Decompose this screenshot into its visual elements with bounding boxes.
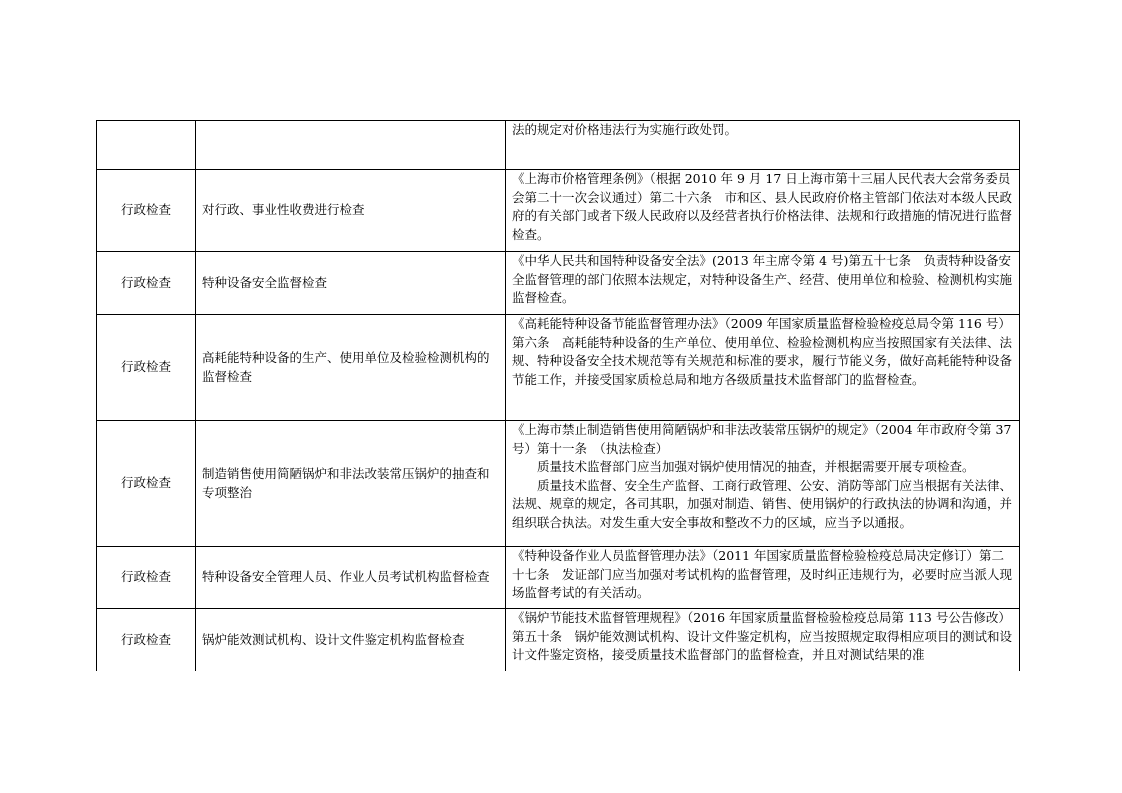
legal-basis-text: 《上海市价格管理条例》（根据 2010 年 9 月 17 日上海市第十三届人民代表大会常务委员会第二十一次会议通过）第二十六条 市和区、县人民政府价格主管部门依法对本级人民政府的有关部门或者下级人民政府以及经营者执行价格法律、法规和行政措施的情况进行监督检查。 xyxy=(512,171,1013,242)
legal-basis-cell xyxy=(506,252,1020,315)
action-type-cell: 行政检查 xyxy=(97,252,196,315)
legal-basis-text: 质量技术监督、安全生产监督、工商行政管理、公安、消防等部门应当根据有关法律、法规、规章的规定，各司其职，加强对制造、销售、使用锅炉的行政执法的协调和沟通，并组织联合执法。对发生重大安全事故和整改不力的区域，应当予以通报。 xyxy=(512,477,1013,530)
legal-basis-text: 《高耗能特种设备节能监督管理办法》（2009 年国家质量监督检验检疫总局令第 116 号）第六条 高耗能特种设备的生产单位、使用单位、检验检测机构应当按照国家有关法律、法规、特种设备安全技术规范等有关规范和标准的要求，履行节能义务，做好高耗能特种设备节能工作，并接受国家质检总局和地方各级质量技术监督部门的监督检查。 xyxy=(512,316,1013,387)
inspection-item-cell: 制造销售使用简陋锅炉和非法改装常压锅炉的抽查和专项整治 xyxy=(196,421,506,547)
legal-basis-cell xyxy=(506,315,1020,421)
action-type-cell xyxy=(97,121,196,170)
legal-basis-cell xyxy=(506,121,1020,170)
table-row xyxy=(97,315,1020,421)
table-row xyxy=(97,547,1020,609)
inspection-item-cell: 对行政、事业性收费进行检查 xyxy=(196,170,506,252)
inspection-item-cell xyxy=(196,121,506,170)
regulation-table xyxy=(96,120,1020,671)
legal-basis-cell xyxy=(506,170,1020,252)
legal-basis-cell xyxy=(506,421,1020,547)
table-row xyxy=(97,421,1020,547)
legal-basis-text: 法的规定对价格违法行为实施行政处罚。 xyxy=(512,122,738,137)
table-row xyxy=(97,252,1020,315)
legal-basis-text: 《锅炉节能技术监督管理规程》（2016 年国家质量监督检验检疫总局第 113 号公告修改）第五十条 锅炉能效测试机构、设计文件鉴定机构，应当按照规定取得相应项目的测试和设计文件鉴定资格，接受质量技术监督部门的监督检查，并且对测试结果的准 xyxy=(512,610,1013,662)
legal-basis-cell xyxy=(506,609,1020,671)
inspection-item-cell: 特种设备安全管理人员、作业人员考试机构监督检查 xyxy=(196,547,506,609)
table-row xyxy=(97,170,1020,252)
table-row xyxy=(97,609,1020,671)
action-type-cell: 行政检查 xyxy=(97,421,196,547)
inspection-item-cell: 锅炉能效测试机构、设计文件鉴定机构监督检查 xyxy=(196,609,506,671)
inspection-item-cell: 特种设备安全监督检查 xyxy=(196,252,506,315)
legal-basis-cell xyxy=(506,547,1020,609)
action-type-cell: 行政检查 xyxy=(97,609,196,671)
legal-basis-text: 《特种设备作业人员监督管理办法》（2011 年国家质量监督检验检疫总局决定修订）第二十七条 发证部门应当加强对考试机构的监督管理，及时纠正违规行为，必要时应当派人现场监督考试的有关活动。 xyxy=(512,548,1013,600)
table-row xyxy=(97,121,1020,170)
legal-basis-text: 质量技术监督部门应当加强对锅炉使用情况的抽查，并根据需要开展专项检查。 xyxy=(537,459,975,474)
action-type-cell: 行政检查 xyxy=(97,547,196,609)
legal-basis-text: 《上海市禁止制造销售使用简陋锅炉和非法改装常压锅炉的规定》（2004 年市政府令第 37 号）第十一条 （执法检查） xyxy=(512,422,1016,456)
action-type-cell: 行政检查 xyxy=(97,315,196,421)
inspection-item-cell: 高耗能特种设备的生产、使用单位及检验检测机构的监督检查 xyxy=(196,315,506,421)
legal-basis-text: 《中华人民共和国特种设备安全法》(2013 年主席令第 4 号)第五十七条 负责特种设备安全监督管理的部门依照本法规定，对特种设备生产、经营、使用单位和检验、检测机构实施监督检查。 xyxy=(512,253,1013,305)
action-type-cell: 行政检查 xyxy=(97,170,196,252)
